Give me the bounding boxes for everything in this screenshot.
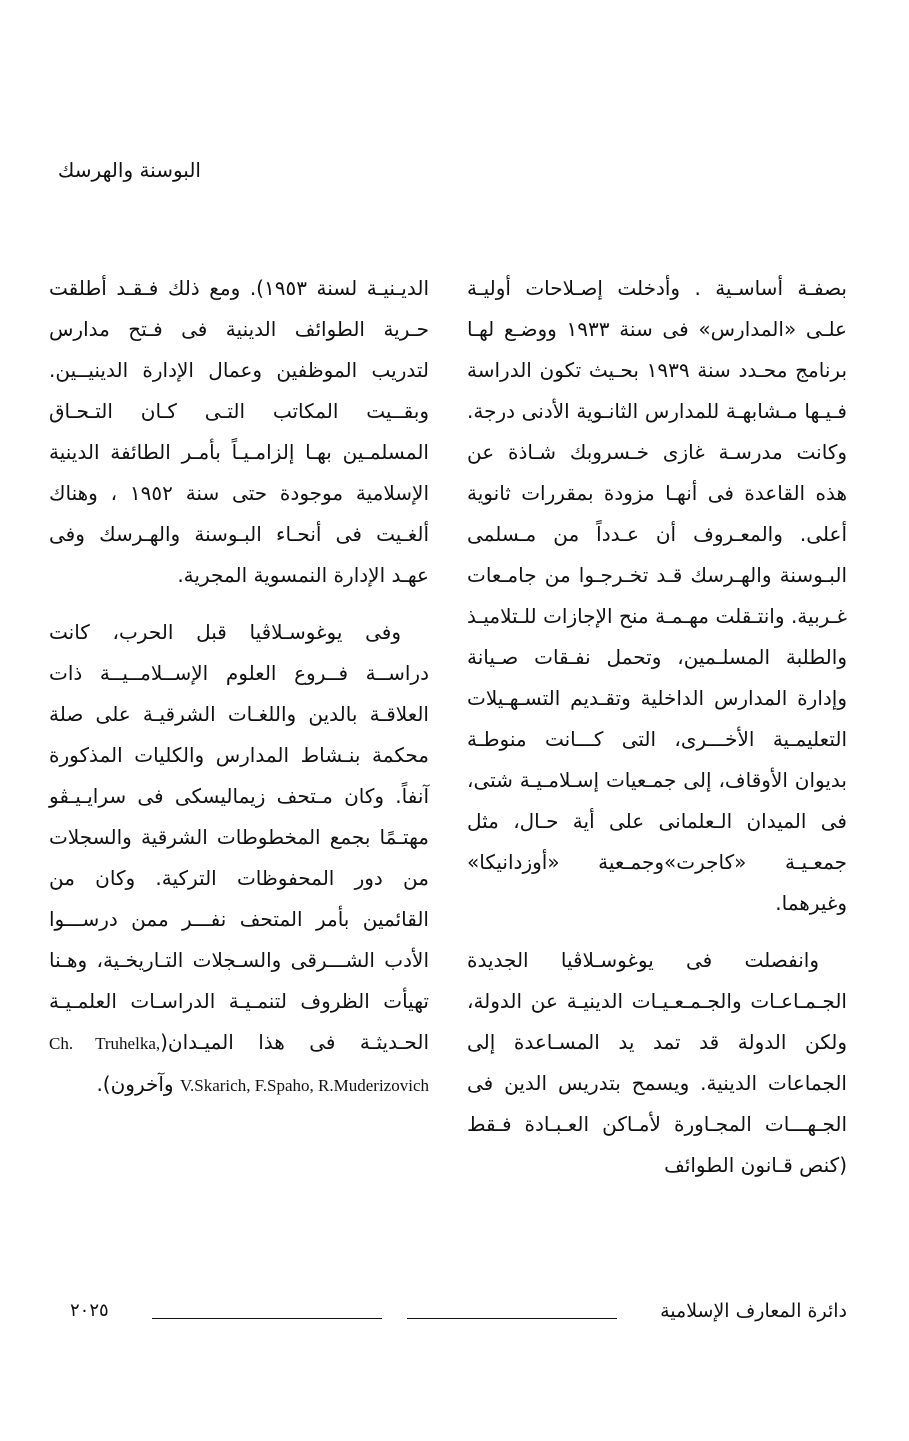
publication-title: دائرة المعارف الإسلامية bbox=[660, 1300, 847, 1322]
footer-rule bbox=[152, 1318, 382, 1319]
running-header: البوسنة والهرسك bbox=[57, 158, 201, 182]
closing-text: وآخرون). bbox=[96, 1072, 174, 1096]
column-left bbox=[49, 268, 429, 1122]
paragraph: وانفصلت فى يوغوسـلاڤيا الجديدة الجـمـاعـات والجـمـعـيـات الدينيـة عن الدولة، ولكن الدولة قد تمد يد المسـاعدة إلى الجماعات الدينية. ويسمح بتدريس الدين فى الجـهـــات المجـاورة لأمـاكن العـبـادة فـقط (كنص قـانون الطوائف bbox=[467, 948, 847, 1177]
page-number: ٢٠٢٥ bbox=[70, 1300, 109, 1321]
paragraph: بصفـة أساسـية . وأدخلت إصـلاحات أوليـة علـى «المدارس» فى سنة ١٩٣٣ ووضـع لهـا برنامج محـدد سنة ١٩٣٩ بحـيث تكون الدراسة فـيـها مـشابهـة للمدارس الثانـوية الأدنى درجة. وكانت مدرسـة غازى خـسروبك شـاذة عن هذه القاعدة فى أنهـا مزودة بمقررات ثانوية أعلى. والمعـروف أن عـدداً من مـسلمى البـوسنة والهـرسك قـد تخـرجـوا من جامـعات غـربية. وانتـقلت مهـمـة منح الإجازات للـتلاميـذ والطلبة المسلـمين، وتحمل نفـقات صـيانة وإدارة المدارس الداخلية وتقـديم التسـهـيلات التعليمـية الأخـــرى، التى كـــانت منوطـة بديوان الأوقاف، إلى جمـعيات إسـلامـيـة شتى، فى الميدان الـعلمانى على أية حـال، مثل جمعـيـة «كاجرت»وجمـعية «أوزدانيكا» وغيرهما. bbox=[467, 276, 848, 915]
column-right bbox=[467, 268, 847, 1202]
page-footer bbox=[70, 1300, 847, 1330]
paragraph: الديـنيـة لسنة ١٩٥٣). ومع ذلك فـقـد أطلقت حـرية الطوائف الدينية فى فـتح مدارس لتدريب الموظفين وعمال الإدارة الدينيــين. وبقــيت المكاتب التـى كـان التـحـاق المسلمـين بهـا إلزامـيـاً بأمـر الطائفة الدينية الإسلامية موجودة حتى سنة ١٩٥٢ ، وهناك ألغـيت فى أنحـاء البـوسنة والهـرسك وفى عهـد الإدارة النمسوية المجرية. bbox=[49, 276, 429, 587]
footer-rule bbox=[407, 1318, 617, 1319]
paragraph-text: وفى يوغوسـلاڤيا قبل الحرب، كانت دراســة فــروع العلوم الإســلامــيــة ذات العلاقـة بالدين واللغـات الشرقيـة على صلة محكمة بنـشاط المدارس والكليات المذكورة آنفاً. وكان مـتحف زيماليسكى فى سرايـيـڤو مهتـمًا بجمع المخطوطات الشرقية والسجلات من دور المحفوظات التركية. وكان من القائمين بأمر المتحف نفـــر ممن درســـوا الأدب الشـــرقى والسـجلات التـاريخـية، وهـنا تهيأت الظروف لتنمـيـة الدراسـات العلمـيـة الحـديثـة فى هذا الميـدان( bbox=[49, 620, 429, 1054]
paragraph-with-names bbox=[49, 612, 429, 1106]
latin-names: Ch. Truhelka, V.Skarich, F.Spaho, R.Muderizovich bbox=[49, 1034, 429, 1095]
